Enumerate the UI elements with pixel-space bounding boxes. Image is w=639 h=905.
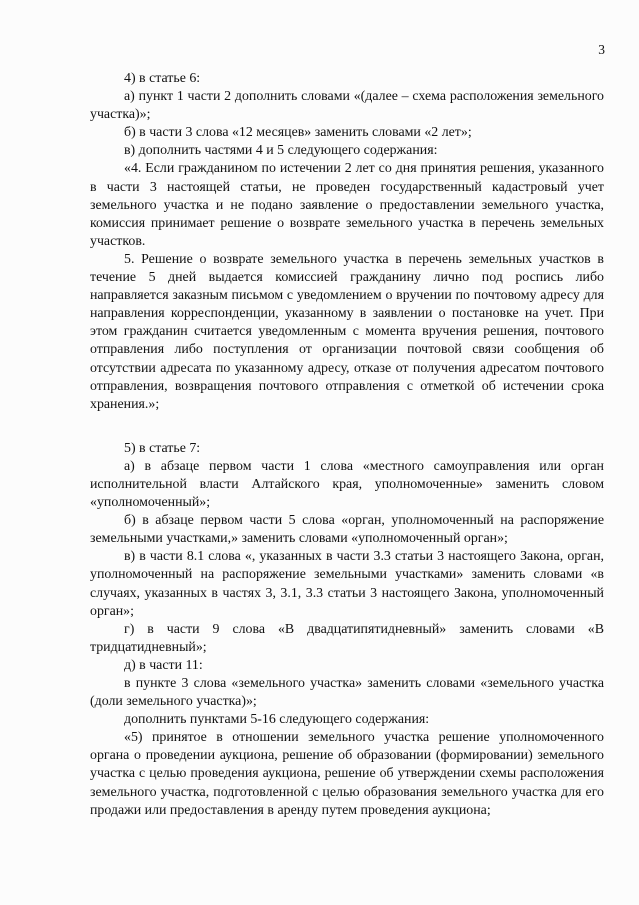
paragraph: «4. Если гражданином по истечении 2 лет со дня принятия решения, указанного в части 3 настоящей статьи, не проведен государственный кадастровый учет земельного участка и не подано заявление о предоставлении земельного участка, комиссия принимает решение о возврате земельного участка в перечень земельных участков. <box>90 161 604 249</box>
section-gap <box>90 414 604 440</box>
page-number: 3 <box>598 42 605 57</box>
paragraph: «5) принятое в отношении земельного участка решение уполномоченного органа о проведении аукциона, решение об образовании (формировании) земельного участка с целью проведения аукциона, решение об утверждении схемы расположения земельного участка, подготовленной с целью образования земельного участка для его продажи или предоставления в аренду путем проведения аукциона; <box>90 730 604 818</box>
paragraph: а) в абзаце первом части 1 слова «местного самоуправления или орган исполнительной власти Алтайского края, уполномоченные» заменить словом «уполномоченный»; <box>90 458 604 511</box>
paragraph: в пункте 3 слова «земельного участка» заменить словами «земельного участка (доли земельного участка)»; <box>90 676 604 710</box>
paragraph: 4) в статье 6: <box>124 71 201 86</box>
paragraph: д) в части 11: <box>124 657 203 673</box>
paragraph: 5. Решение о возврате земельного участка в перечень земельных участков в течение 5 дней выдается комиссией гражданину лично под роспись либо направляется заказным письмом с уведомлением о вручении по почтовому адресу для направления корреспонденции, указанному в заявлении о постановке на учет. При этом гражданин считается уведомленным с момента вручения решения, почтового отправления либо поступления от организации почтовой связи сообщения об отсутствии адресата по указанному адресу, отказе от получения адресатом почтового отправления, возвращения почтового отправления с отметкой об истечении срока хранения.»; <box>90 251 604 412</box>
document-body <box>90 70 604 820</box>
paragraph: г) в части 9 слова «В двадцатипятидневный» заменить словами «В тридцатидневный»; <box>90 621 604 655</box>
paragraph: б) в части 3 слова «12 месяцев» заменить словами «2 лет»; <box>124 125 472 141</box>
paragraph: 5) в статье 7: <box>124 440 201 456</box>
paragraph: а) пункт 1 части 2 дополнить словами «(далее – схема расположения земельного участка)»; <box>90 89 604 123</box>
paragraph: дополнить пунктами 5-16 следующего содержания: <box>124 712 430 728</box>
paragraph: в) дополнить частями 4 и 5 следующего содержания: <box>124 143 438 159</box>
paragraph: б) в абзаце первом части 5 слова «орган, уполномоченный на распоряжение земельными участками,» заменить словами «уполномоченный орган»; <box>90 513 604 547</box>
paragraph: в) в части 8.1 слова «, указанных в части 3.3 статьи 3 настоящего Закона, орган, уполномоченный на распоряжение земельными участками» заменить словами «в случаях, указанных в частях 3, 3.1, 3.3 статьи 3 настоящего Закона, уполномоченный орган»; <box>90 549 604 619</box>
